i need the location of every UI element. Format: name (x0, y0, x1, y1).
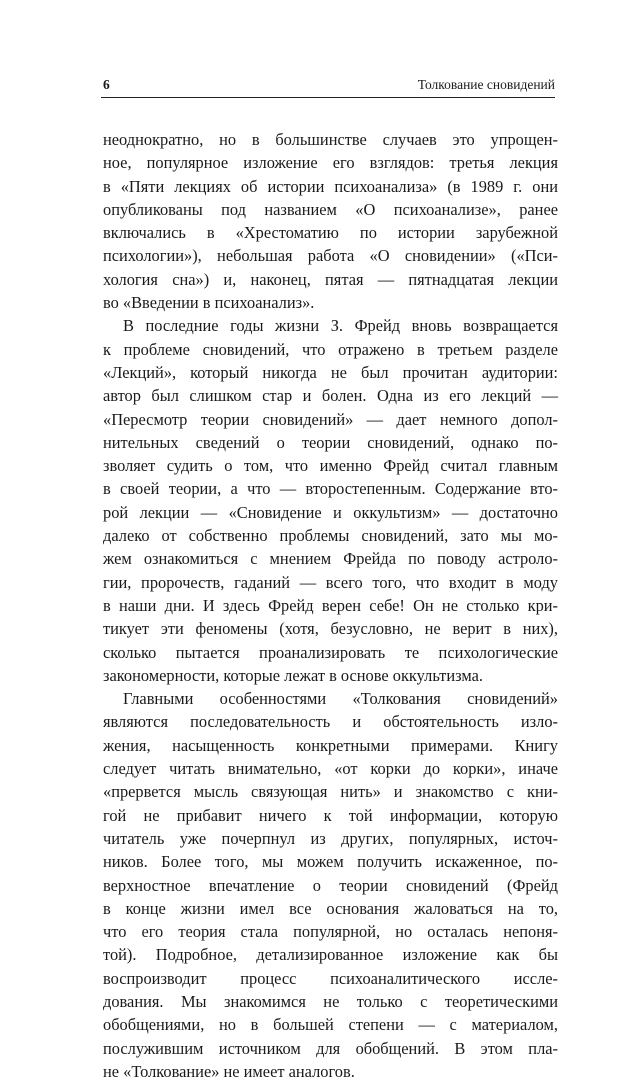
text-line: включались в «Хрестоматию по истории зарубежной (103, 223, 558, 243)
text-line: послужившим источником для обобщений. В этом пла- (103, 1038, 558, 1058)
text-line: сколько пытается проанализировать те психологические (103, 642, 558, 662)
text-line: во «Введении в психоанализ». (103, 293, 315, 313)
text-line: дования. Мы знакомимся не только с теоретическими (103, 991, 558, 1011)
text-line: что его теория стала популярной, но осталась непоня- (103, 922, 558, 942)
text-line: в наши дни. И здесь Фрейд верен себе! Он не столько кри- (103, 595, 558, 615)
text-line: не «Толкование» не имеет аналогов. (103, 1061, 355, 1081)
text-line: воспроизводит процесс психоаналитического иссле- (103, 968, 558, 988)
text-line: хология сна») и, наконец, пятая — пятнадцатая лекции (103, 269, 558, 289)
text-line: В последние годы жизни З. Фрейд вновь возвращается (123, 316, 558, 336)
text-line: ников. Более того, мы можем получить искаженное, по- (103, 852, 558, 872)
text-line: жения, насыщенность конкретными примерами. Книгу (103, 735, 558, 755)
text-line: гой не прибавит ничего к той информации, которую (103, 805, 558, 825)
text-line: далеко от собственно проблемы сновидений, зато мы мо- (103, 526, 558, 546)
text-line: читатель уже почерпнул из других, популярных, источ- (103, 828, 558, 848)
text-line: Главными особенностями «Толкования сновидений» (123, 689, 558, 709)
text-line: в «Пяти лекциях об истории психоанализа» (в 1989 г. они (103, 176, 558, 196)
text-line: зволяет судить о том, что именно Фрейд считал главным (103, 456, 558, 476)
text-line: рой лекции — «Сновидение и оккультизм» — достаточно (103, 502, 558, 522)
text-line: неоднократно, но в большинстве случаев это упрощен- (103, 130, 558, 149)
page-number: 6 (103, 77, 110, 92)
text-line: обобщениями, но в большей степени — с материалом, (103, 1015, 558, 1035)
text-line: «прервется мысль связующая нить» и знакомство с кни- (103, 782, 558, 802)
text-line: к проблеме сновидений, что отражено в третьем разделе (103, 339, 558, 359)
text-line: гии, пророчеств, гаданий — всего того, что входит в моду (103, 572, 558, 592)
text-line: ное, популярное изложение его взглядов: третья лекция (103, 153, 558, 173)
text-line: закономерности, которые лежат в основе оккультизма. (103, 665, 483, 685)
text-line: следует читать внимательно, «от корки до корки», иначе (103, 759, 558, 779)
text-line: являются последовательность и обстоятельность изло- (103, 712, 558, 732)
text-line: жем ознакомиться с мнением Фрейда по поводу астроло- (103, 549, 558, 569)
text-line: в конце жизни имел все основания жаловаться на то, (103, 898, 558, 918)
text-line: автор был слишком стар и болен. Одна из его лекций — (103, 386, 558, 406)
text-line: той). Подробное, детализированное изложение как бы (103, 945, 558, 965)
text-line: психологии»), небольшая работа «О сновидении» («Пси- (103, 246, 558, 266)
text-line: «Лекций», который никогда не был прочитан аудитории: (103, 362, 558, 382)
text-line: нительных сведений о теории сновидений, однако по- (103, 432, 558, 452)
text-line: в своей теории, а что — второстепенным. Содержание вто- (103, 479, 558, 499)
text-line: «Пересмотр теории сновидений» — дает немного допол- (103, 409, 558, 429)
text-line: тикует эти феномены (хотя, безусловно, не верит в них), (103, 619, 558, 639)
running-title: Толкование сновидений (417, 77, 555, 92)
text-line: опубликованы под названием «О психоанализе», ранее (103, 199, 558, 219)
text-line: верхностное впечатление о теории сновидений (Фрейд (103, 875, 558, 895)
body-text (103, 128, 558, 1083)
running-head (101, 77, 555, 98)
